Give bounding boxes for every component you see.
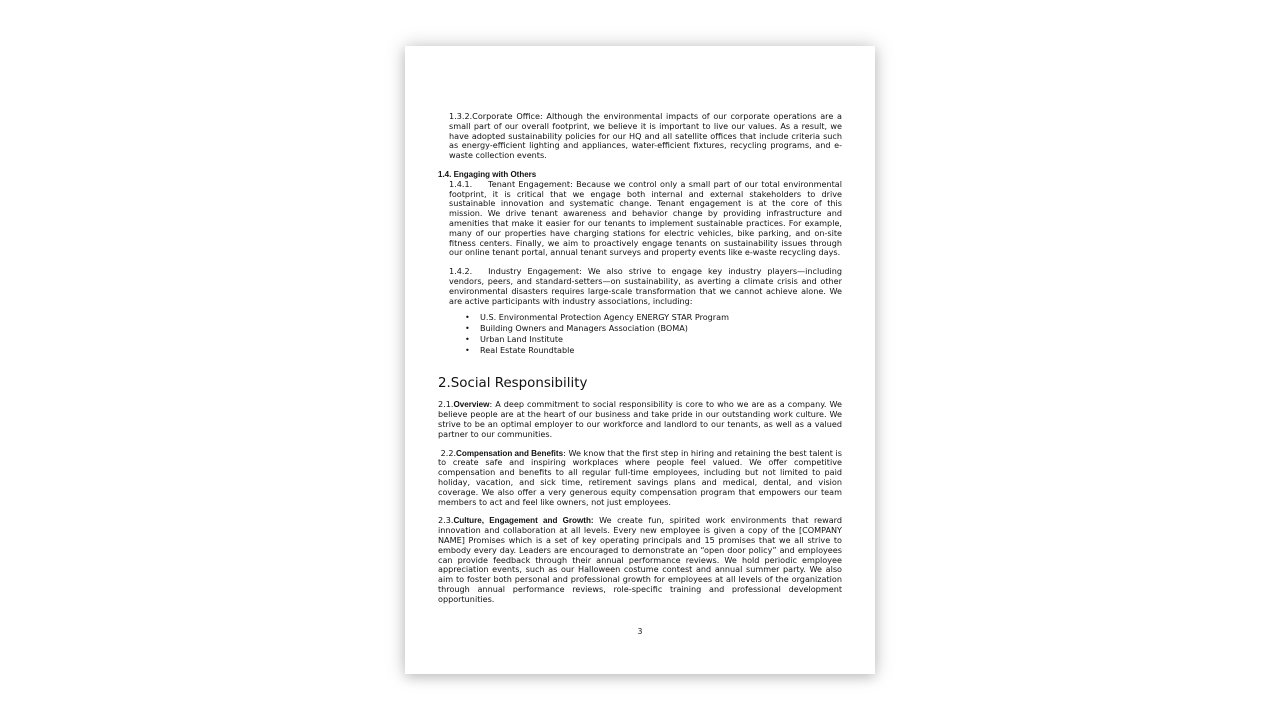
list-item: • Building Owners and Managers Association (BOMA) <box>465 323 688 334</box>
bullet-icon: • <box>465 345 470 356</box>
document-page <box>405 46 875 674</box>
paragraph-1-4-2 <box>449 267 842 306</box>
paragraph-text: We create fun, spirited work environments that reward innovation and collaboration at all levels. Every new employee is given a copy of the [COMPANY NAME] Promises which is a set of key operating principals and 15 promises that we all strive to embody every day. Leaders are encouraged to demonstrate an “open door policy” and employees can provide feedback through their annual performance reviews. We hold periodic employee appreciation events, such as our Halloween costume contest and annual summer party. We also aim to foster both personal and professional growth for employees at all levels of the organization through annual performance reviews, role-specific training and professional development opportunities. <box>438 515 842 604</box>
list-item: • U.S. Environmental Protection Agency ENERGY STAR Program <box>465 312 729 323</box>
paragraph-1-4-1 <box>449 180 842 258</box>
section-heading-2 <box>438 376 842 392</box>
paragraph-1-3-2 <box>449 112 842 161</box>
page-number: 3 <box>637 627 643 636</box>
bullet-icon: • <box>465 312 470 323</box>
paragraph-text: Tenant Engagement: Because we control only a small part of our total environmental footprint, it is critical that we engage both internal and external stakeholders to drive sustainable innovation and systematic change. Tenant engagement is at the core of this mission. We drive tenant awareness and behavior change by providing infrastructure and amenities that make it easier for our tenants to implement sustainable practices. For example, many of our properties have charging stations for electric vehicles, bike parking, and on-site fitness centers. Finally, we aim to proactively engage tenants on sustainability issues through our online tenant portal, annual tenant surveys and property events like e-waste recycling days. <box>449 178 842 258</box>
list-item: • Real Estate Roundtable <box>465 345 575 356</box>
page-content <box>438 112 842 604</box>
paragraph-text: : A deep commitment to social responsibility is core to who we are as a company. We believe people are at the heart of our business and take pride in our outstanding work culture. We strive to be an optimal employer to our workforce and landlord to our tenants, as well as a valued partner to our communities. <box>438 399 842 439</box>
bullet-icon: • <box>465 323 470 334</box>
bullet-icon: • <box>465 334 470 345</box>
paragraph-label: 2.2. <box>440 447 457 458</box>
paragraph-text: : We know that the first step in hiring and retaining the best talent is to create safe and inspiring workplaces where people feel valued. We offer competitive compensation and benefits to all regular full-time employees, including but not limited to paid holiday, vacation, and sick time, retirement savings plans and medical, dental, and vision coverage. We also offer a very generous equity compensation program that empowers our team members to act and feel like owners, not just employees. <box>438 447 842 507</box>
paragraph-2-2 <box>438 449 842 508</box>
heading-number: 2. <box>438 376 451 392</box>
paragraph-2-1 <box>438 400 842 439</box>
paragraph-label: 2.1. <box>438 399 454 410</box>
paragraph-text: Industry Engagement: We also strive to engage key industry players—including vendors, peers, and standard-setters—on sustainability, as averting a climate crisis and other environmental disasters requires large-scale transformation that we cannot achieve alone. We are active participants with industry associations, including: <box>449 266 842 306</box>
paragraph-lead: Overview <box>453 400 490 410</box>
paragraph-lead: Compensation and Benefits <box>456 448 564 458</box>
heading-title: Social Responsibility <box>450 376 588 392</box>
paragraph-label: 1.4.2. <box>449 266 473 277</box>
list-item: • Urban Land Institute <box>465 334 563 345</box>
paragraph-label: 2.3. <box>438 515 454 526</box>
paragraph-2-3 <box>438 516 842 604</box>
paragraph-label: 1.4.1. <box>449 178 473 189</box>
paragraph-text: Corporate Office: Although the environmental impacts of our corporate operations are a small part of our overall footprint, we believe it is important to live our values. As a result, we have adopted sustainability policies for our HQ and all satellite offices that include criteria such as energy-efficient lighting and appliances, water-efficient fixtures, recycling programs, and e-waste collection events. <box>449 111 842 161</box>
paragraph-lead: Culture, Engagement and Growth: <box>453 516 594 526</box>
paragraph-label: 1.3.2. <box>449 111 473 121</box>
section-heading-1-4: 1.4. Engaging with Others <box>438 169 537 179</box>
association-list <box>465 312 842 356</box>
